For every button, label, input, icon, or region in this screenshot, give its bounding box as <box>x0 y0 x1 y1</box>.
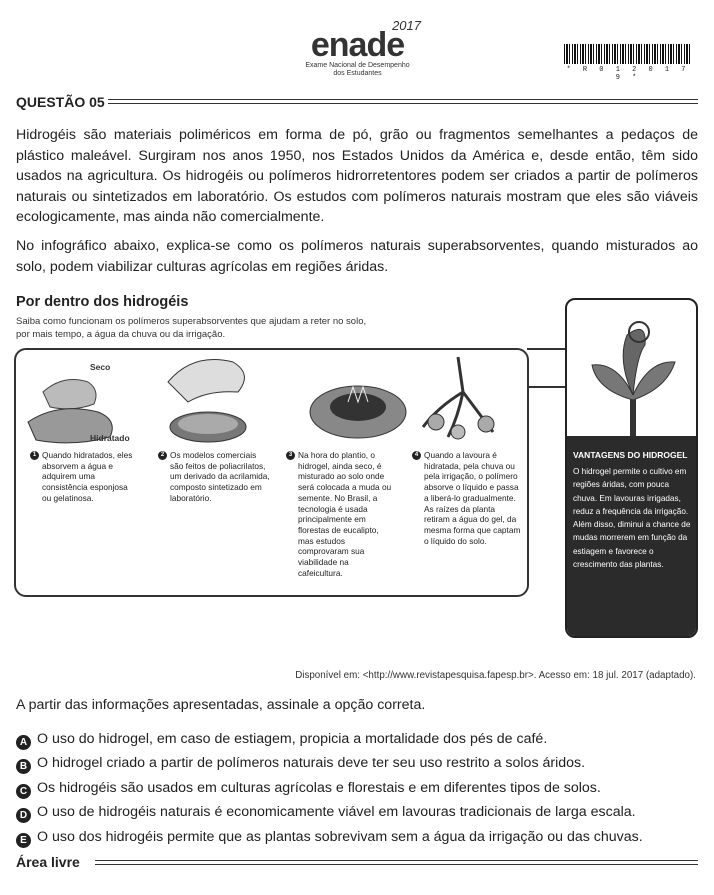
label-dry: Seco <box>90 362 111 372</box>
barcode-number: * R 0 1 2 0 1 7 9 * <box>566 66 690 82</box>
step-text: Quando a lavoura é hidratada, pela chuva ou pela irrigação, o polímero absorve o líquido e passa a liberá-lo gradualmente. As raízes da planta retiram a água do gel, da mesma forma que captam o líquido do solo. <box>424 450 521 546</box>
advantages-text: O hidrogel permite o cultivo em regiões áridas, com pouca chuva. Em lavouras irrigadas, reduz a frequência da irrigação. Além disso, diminui a chance de mudas morrerem em função da estiagem e favorece o crescimento das plantas. <box>573 467 691 570</box>
label-hydrated: Hidratado <box>90 433 130 443</box>
source-citation: Disponível em: <http://www.revistapesquisa.fapesp.br>. Acesso em: 18 jul. 2017 (adaptado). <box>295 670 696 681</box>
infographic-title: Por dentro dos hidrogéis <box>16 294 189 310</box>
barcode-bars <box>564 44 692 64</box>
step-2 <box>158 450 273 504</box>
logo-line2: dos Estudantes <box>333 70 382 77</box>
free-area-rule <box>95 860 698 865</box>
step-4 <box>412 450 524 546</box>
planting-illustration <box>310 386 406 438</box>
step-number: 3 <box>286 451 295 460</box>
barcode <box>564 44 692 82</box>
hand-dish-illustration <box>168 360 246 443</box>
option-text: O uso de hidrogéis naturais é economicamente viável em lavouras tradicionais de larga escala. <box>37 804 636 820</box>
question-title: QUESTÃO 05 <box>16 94 105 110</box>
plant-illustration <box>567 300 698 450</box>
step-3 <box>286 450 396 578</box>
advantages-title: VANTAGENS DO HIDROGEL <box>573 450 688 460</box>
option-e[interactable] <box>16 828 643 848</box>
logo-word: enade <box>310 26 405 64</box>
roots-illustration <box>423 357 494 439</box>
option-d[interactable] <box>16 803 636 823</box>
option-letter: E <box>16 833 31 848</box>
step-text: Os modelos comerciais são feitos de poliacrilatos, um derivado da acrilamida, composto sintetizado em laboratório. <box>170 450 270 503</box>
question-paragraph-2: No infográfico abaixo, explica-se como os polímeros naturais superabsorventes, quando misturados ao solo, podem viabilizar culturas agrícolas em regiões áridas. <box>16 238 698 275</box>
step-number: 2 <box>158 451 167 460</box>
enade-logo <box>290 18 425 84</box>
advantages-panel <box>565 298 698 638</box>
option-text: Os hidrogéis são usados em culturas agrícolas e florestais e em diferentes tipos de solos. <box>37 780 601 796</box>
infographic-connector <box>527 348 569 388</box>
option-letter: D <box>16 808 31 823</box>
step-1 <box>30 450 140 504</box>
infographic-subtitle: Saiba como funcionam os polímeros superabsorventes que ajudam a reter no solo, por mais tempo, a água da chuva ou da irrigação. <box>16 316 367 340</box>
option-letter: C <box>16 784 31 799</box>
title-rule <box>108 99 698 104</box>
question-paragraph-1: Hidrogéis são materiais poliméricos em forma de pó, grão ou fragmentos semelhantes a pedaços de plástico maleável. Surgiram nos anos 1950, nos Estados Unidos da América e, desde então, têm sido usados na agricultura. Os hidrogéis ou polímeros hidrorretentores podem ser criados a partir de polímeros naturais ou sintetizados em laboratório. Os estudos com polímeros naturais mostram que eles são viáveis ecologicamente, mas ainda não comercialmente. <box>16 127 698 225</box>
logo-year: 2017 <box>392 18 421 33</box>
step-number: 4 <box>412 451 421 460</box>
option-c[interactable] <box>16 779 601 799</box>
option-text: O uso do hidrogel, em caso de estiagem, propicia a mortalidade dos pés de café. <box>37 731 548 747</box>
option-a[interactable] <box>16 730 547 750</box>
free-area-label: Área livre <box>16 854 80 870</box>
option-letter: B <box>16 759 31 774</box>
step-number: 1 <box>30 451 39 460</box>
logo-line1: Exame Nacional de Desempenho <box>305 62 410 69</box>
step-text: Quando hidratados, eles absorvem a água e adquirem uma consistência esponjosa ou gelatinosa. <box>42 450 133 503</box>
step-text: Na hora do plantio, o hidrogel, ainda seco, é misturado ao solo onde será colocada a muda ou semente. No Brasil, a tecnologia é usada principalmente em florestas de eucalipto, mas estudos comprovaram sua viabilidade na cafeicultura. <box>298 450 392 578</box>
option-text: O hidrogel criado a partir de polímeros naturais deve ter seu uso restrito a solos áridos. <box>37 755 586 771</box>
option-text: O uso dos hidrogéis permite que as plantas sobrevivam sem a água da irrigação ou das chuvas. <box>37 829 643 845</box>
option-b[interactable] <box>16 754 585 774</box>
option-letter: A <box>16 735 31 750</box>
question-prompt: A partir das informações apresentadas, assinale a opção correta. <box>16 697 426 713</box>
